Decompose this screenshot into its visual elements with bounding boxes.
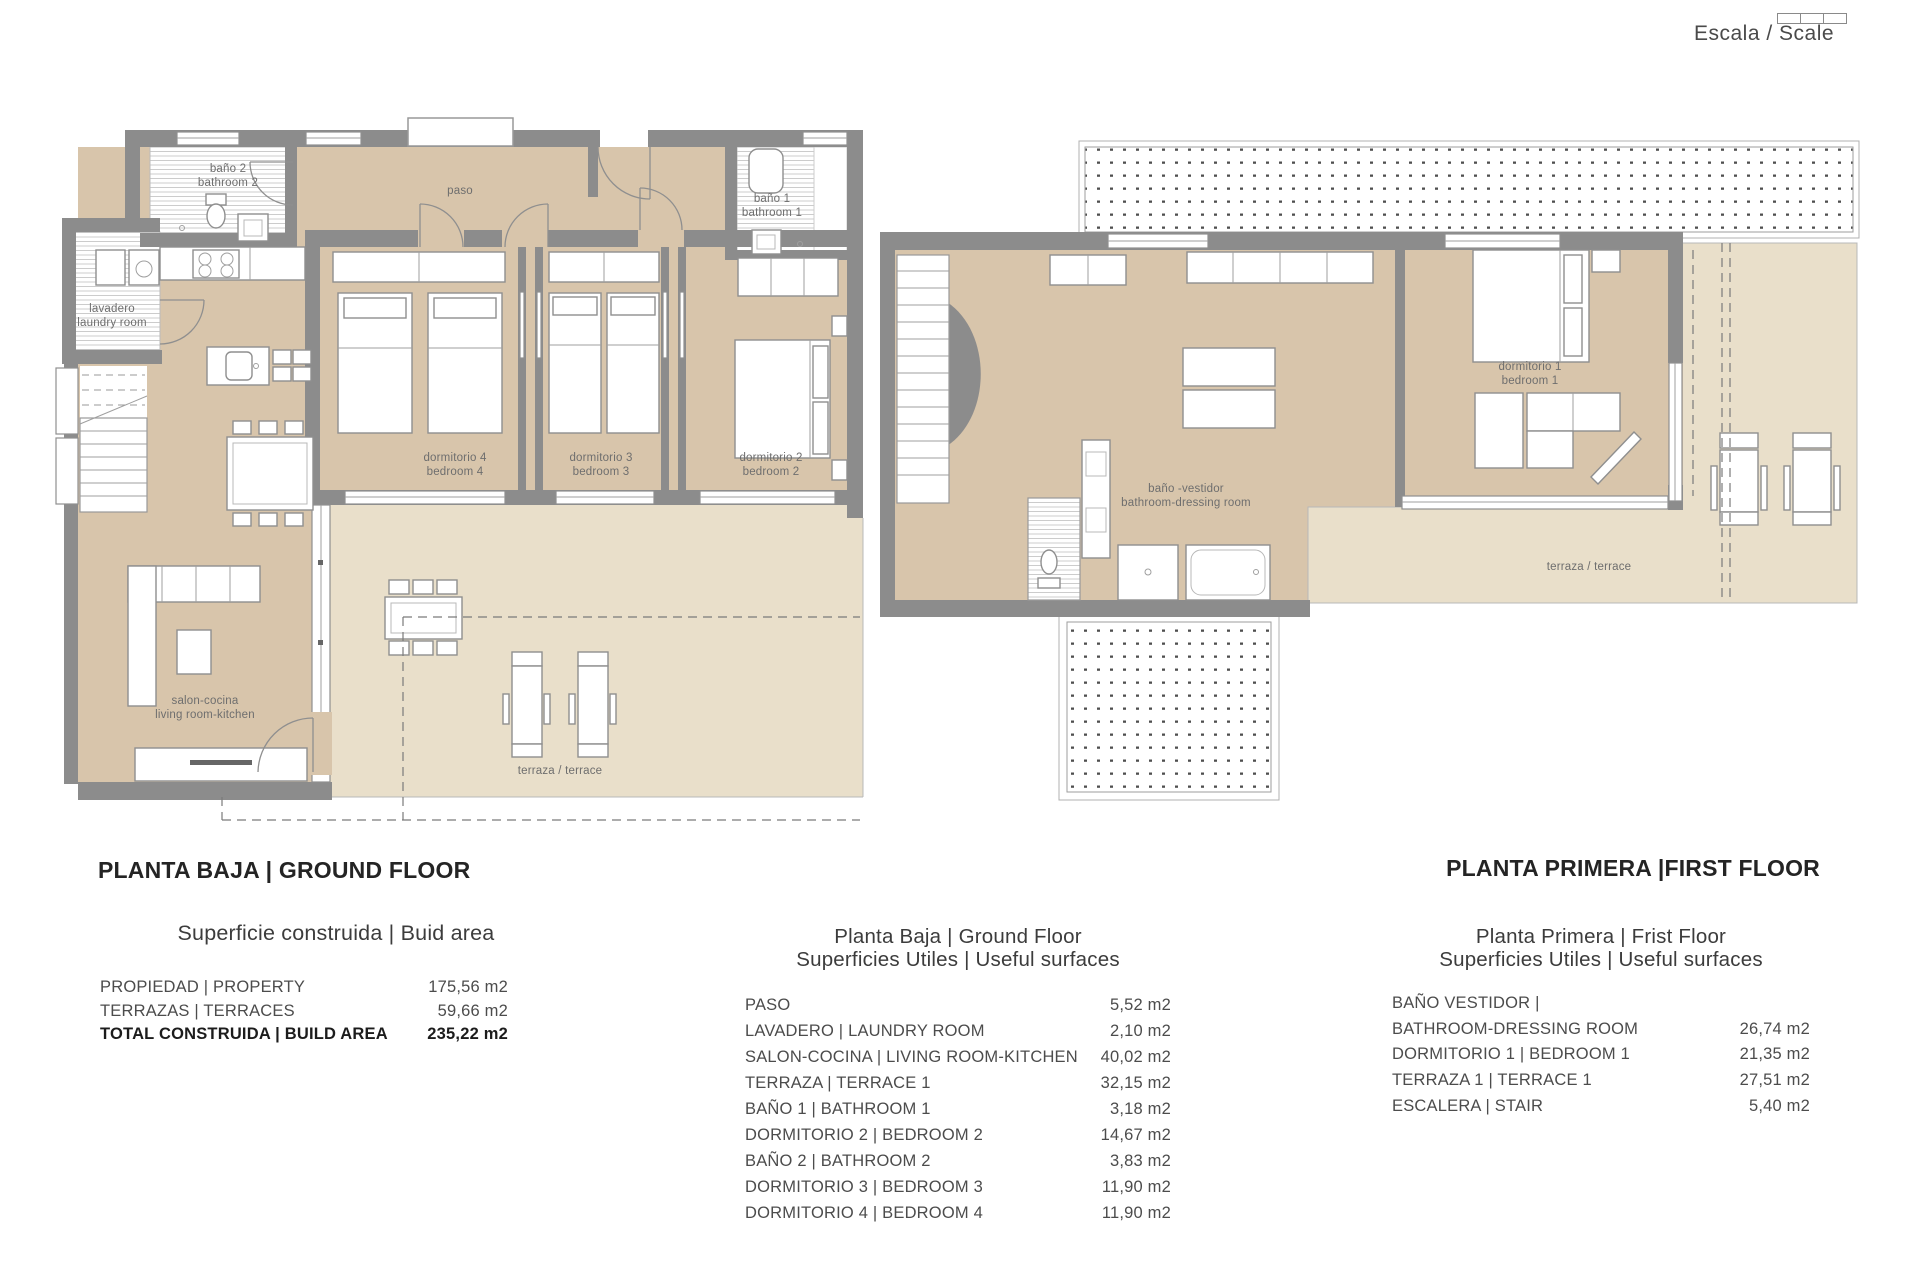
row-label: TERRAZAS | TERRACES xyxy=(100,1001,295,1020)
room-label-living-kitchen xyxy=(155,695,255,722)
room-label-line: bedroom 2 xyxy=(742,465,800,478)
row-value: 3,18 m2 xyxy=(1109,1100,1171,1118)
table-row xyxy=(745,1200,1171,1226)
room-label-line: baño 1 xyxy=(753,193,791,205)
room-label-line: bedroom 1 xyxy=(1501,374,1559,387)
row-label: LAVADERO | LAUNDRY ROOM xyxy=(745,1022,985,1040)
built-area-table xyxy=(100,922,508,1047)
row-value: 21,35 m2 xyxy=(1739,1045,1810,1064)
first-floor-plan xyxy=(880,141,1859,800)
table-row-total xyxy=(100,1023,508,1047)
row-value: 5,40 m2 xyxy=(1748,1096,1810,1115)
room-label-bedroom-2 xyxy=(739,452,802,479)
row-label: BAÑO 1 | BATHROOM 1 xyxy=(745,1100,931,1118)
first-useful-table xyxy=(1392,925,1810,1120)
table-rows xyxy=(745,992,1171,1226)
table-row xyxy=(1392,1017,1810,1043)
room-label-line: bedroom 3 xyxy=(572,465,630,478)
row-label: DORMITORIO 2 | BEDROOM 2 xyxy=(745,1126,983,1144)
table-header: Superficie construida | Buid area xyxy=(177,921,495,945)
room-label-laundry xyxy=(77,303,147,330)
room-label-bath-dressing xyxy=(1121,483,1251,510)
table-row xyxy=(745,1148,1171,1174)
coffee-table xyxy=(177,630,211,674)
room-label-bathroom-2 xyxy=(198,163,258,190)
row-value: 26,74 m2 xyxy=(1739,1019,1810,1038)
room-label-bathroom-1 xyxy=(742,193,802,220)
table-row xyxy=(100,976,508,1000)
row-label: TERRAZA | TERRACE 1 xyxy=(745,1074,931,1092)
table-row xyxy=(745,1070,1171,1096)
room-label-line: salon-cocina xyxy=(171,695,239,707)
ground-stairs xyxy=(80,366,147,512)
room-label-line: baño 2 xyxy=(209,163,247,175)
row-value: 27,51 m2 xyxy=(1739,1071,1810,1090)
room-label-bedroom-1 xyxy=(1498,361,1561,388)
row-value: 40,02 m2 xyxy=(1100,1048,1171,1066)
table-header-line: Superficies Utiles | Useful surfaces xyxy=(1439,948,1763,971)
row-label: DORMITORIO 4 | BEDROOM 4 xyxy=(745,1204,983,1222)
room-label-line: lavadero xyxy=(89,303,135,315)
first-stairs xyxy=(897,255,949,503)
row-label: SALON-COCINA | LIVING ROOM-KITCHEN xyxy=(745,1048,1078,1066)
row-value: 2,10 m2 xyxy=(1109,1022,1171,1040)
table-header xyxy=(745,925,1171,971)
table-rows xyxy=(1392,991,1810,1120)
room-label-bedroom-4 xyxy=(423,452,486,479)
row-label: DORMITORIO 3 | BEDROOM 3 xyxy=(745,1178,983,1196)
row-label: DORMITORIO 1 | BEDROOM 1 xyxy=(1392,1045,1630,1064)
table-header-line: Planta Baja | Ground Floor xyxy=(834,925,1082,948)
toilet-icon xyxy=(1038,578,1060,588)
row-label: PASO xyxy=(745,996,791,1014)
sun-lounger xyxy=(1784,433,1840,525)
chimney-box xyxy=(408,118,513,146)
row-value: 3,83 m2 xyxy=(1109,1152,1171,1170)
room-label-line: terraza / terrace xyxy=(517,765,603,777)
table-row xyxy=(1392,1094,1810,1120)
room-label-terrace-ff xyxy=(1547,561,1632,575)
table-header-line: Superficies Utiles | Useful surfaces xyxy=(796,948,1120,971)
row-value: 175,56 m2 xyxy=(428,978,508,996)
row-label: PROPIEDAD | PROPERTY xyxy=(100,978,306,996)
ground-useful-table xyxy=(745,925,1171,1226)
row-label: TERRAZA 1 | TERRACE 1 xyxy=(1392,1071,1592,1090)
room-label-line: dormitorio 2 xyxy=(739,452,803,464)
room-label-line: dormitorio 1 xyxy=(1498,361,1562,373)
table-rows xyxy=(100,976,508,1047)
room-label-line: dormitorio 3 xyxy=(569,452,633,464)
room-label-line: paso xyxy=(447,185,473,197)
table-row xyxy=(745,992,1171,1018)
sink-icon xyxy=(226,352,252,380)
row-value: 11,90 m2 xyxy=(1101,1204,1171,1222)
row-value: 5,52 m2 xyxy=(1109,996,1171,1014)
table-row xyxy=(745,1044,1171,1070)
table-row xyxy=(745,1096,1171,1122)
ground-floor-title: PLANTA BAJA | GROUND FLOOR xyxy=(98,857,471,883)
sun-lounger xyxy=(1711,433,1767,525)
shower-icon xyxy=(1118,545,1178,600)
room-label-bedroom-3 xyxy=(569,452,632,479)
nightstand xyxy=(1592,250,1620,272)
table-header xyxy=(1392,925,1810,971)
room-label-terrace-gf xyxy=(518,765,603,779)
row-value: 11,90 m2 xyxy=(1101,1178,1171,1196)
bathtub-icon xyxy=(749,149,783,193)
row-value: 14,67 m2 xyxy=(1100,1126,1171,1144)
tv-icon xyxy=(190,760,252,765)
room-label-line: dormitorio 4 xyxy=(423,452,487,464)
room-label-line: bathroom-dressing room xyxy=(1121,496,1251,509)
first-floor-title: PLANTA PRIMERA |FIRST FLOOR xyxy=(1446,855,1820,881)
row-label: BAÑO VESTIDOR | xyxy=(1392,994,1540,1012)
row-label: ESCALERA | STAIR xyxy=(1392,1096,1544,1115)
row-label: TOTAL CONSTRUIDA | BUILD AREA xyxy=(100,1025,388,1043)
row-value: 59,66 m2 xyxy=(437,1001,508,1020)
row-value: 32,15 m2 xyxy=(1100,1074,1171,1092)
room-label-line: living room-kitchen xyxy=(155,708,255,721)
dining-table xyxy=(227,437,313,510)
washbasin-icon xyxy=(752,230,781,254)
row-label: BATHROOM-DRESSING ROOM xyxy=(1392,1019,1639,1038)
row-label: BAÑO 2 | BATHROOM 2 xyxy=(745,1152,931,1170)
table-row xyxy=(1392,1068,1810,1094)
table-row xyxy=(100,1000,508,1024)
row-value: 235,22 m2 xyxy=(427,1025,508,1043)
table-row xyxy=(745,1174,1171,1200)
room-label-line: terraza / terrace xyxy=(1546,561,1632,573)
room-label-line: bathroom 1 xyxy=(741,206,803,219)
washer-icon xyxy=(96,250,125,285)
bathtub-icon xyxy=(1186,545,1270,600)
room-label-line: bedroom 4 xyxy=(426,465,484,478)
room-label-line: bathroom 2 xyxy=(197,176,259,189)
room-label-line: baño -vestidor xyxy=(1148,483,1224,495)
table-row xyxy=(745,1122,1171,1148)
scale-label: Escala / Scale xyxy=(1694,22,1835,45)
table-row xyxy=(745,1018,1171,1044)
room-label-paso xyxy=(447,185,473,199)
washbasin-icon xyxy=(238,214,268,241)
table-row xyxy=(1392,991,1810,1017)
room-label-line: laundry room xyxy=(77,316,147,329)
table-header-line: Planta Primera | Frist Floor xyxy=(1475,925,1727,948)
washer-icon xyxy=(129,250,159,285)
table-row xyxy=(1392,1042,1810,1068)
